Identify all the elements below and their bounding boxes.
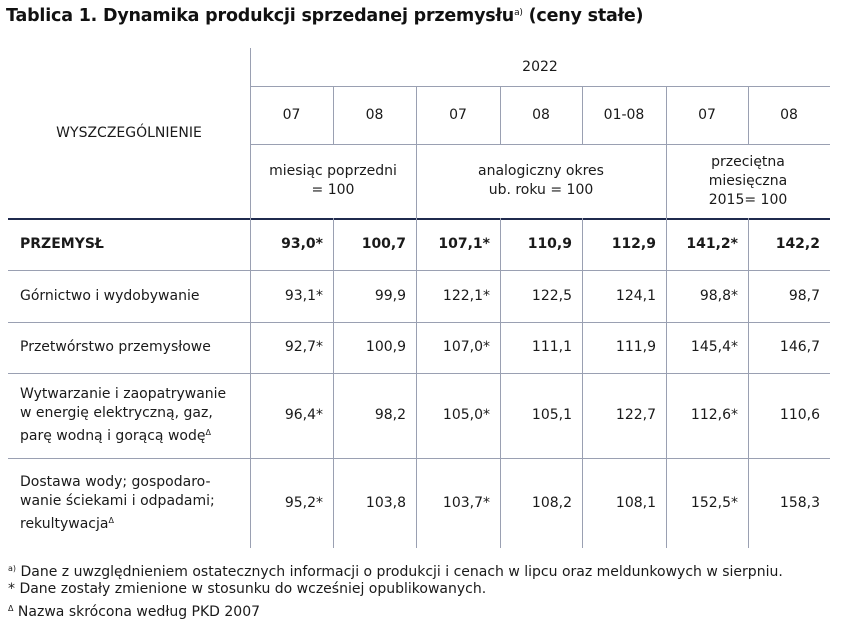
table-cell-text: 111,1 <box>531 339 572 355</box>
month-header <box>416 86 500 144</box>
table-cell <box>500 218 582 270</box>
footnote-text: Dane z uwzględnieniem ostatecznych informacji o produkcji i cenach w lipcu oraz meldunkowych w sierpniu. <box>16 564 783 580</box>
month-header-text: 08 <box>532 106 550 123</box>
row-label <box>8 458 250 548</box>
table-cell-text: 107,1* <box>438 235 490 252</box>
footnote <box>8 600 260 621</box>
col-rule <box>748 218 749 548</box>
table-cell <box>666 270 748 322</box>
table-cell <box>748 373 830 458</box>
table-cell-text: 110,9 <box>527 235 572 252</box>
table-cell <box>582 373 666 458</box>
table-cell-text: 122,5 <box>531 287 572 304</box>
table-cell <box>416 218 500 270</box>
group-header <box>666 144 830 218</box>
table-cell-text: 122,7 <box>615 407 656 423</box>
table-cell <box>582 322 666 373</box>
table-cell <box>748 270 830 322</box>
table-cell <box>500 458 582 548</box>
group-header-text: miesiąc poprzedni = 100 <box>269 163 397 198</box>
table-cell-text: 105,1 <box>531 407 572 423</box>
table-cell <box>666 322 748 373</box>
month-header <box>500 86 582 144</box>
table-cell <box>500 373 582 458</box>
table-cell-text: 98,2 <box>374 407 406 423</box>
row-label-text: Przetwórstwo przemysłowe <box>20 339 211 355</box>
title-text: Tablica 1. Dynamika produkcji sprzedanej przemysłu <box>6 6 515 26</box>
col-rule <box>666 86 667 548</box>
group-header <box>250 144 416 218</box>
table-cell-text: 124,1 <box>615 287 656 304</box>
footnote-text: Dane zostały zmienione w stosunku do wcześniej opublikowanych. <box>15 581 487 597</box>
col-rule <box>500 86 501 144</box>
table-cell <box>416 270 500 322</box>
table-cell-text: 93,0* <box>281 235 323 252</box>
table-cell <box>250 322 333 373</box>
footnote-mark: Δ <box>108 515 114 525</box>
col-rule <box>582 218 583 548</box>
table-cell-text: 142,2 <box>775 235 820 252</box>
table-cell <box>416 322 500 373</box>
table-cell-text: 93,1* <box>284 287 323 304</box>
month-header-text: 01-08 <box>603 106 645 123</box>
row-rule <box>8 458 830 459</box>
table-cell-text: 100,7 <box>361 235 406 252</box>
table-cell <box>666 373 748 458</box>
table-cell <box>250 458 333 548</box>
footnote-mark: Δ <box>205 428 211 437</box>
table-cell-text: 108,1 <box>615 494 656 511</box>
col-rule <box>333 218 334 548</box>
col-rule <box>500 218 501 548</box>
month-header <box>748 86 830 144</box>
table-cell <box>582 218 666 270</box>
table-cell-text: 103,8 <box>365 494 406 511</box>
row-rule <box>8 373 830 374</box>
table-cell-text: 98,8* <box>699 287 738 304</box>
table-cell-text: 105,0* <box>442 407 490 423</box>
group-header <box>416 144 666 218</box>
table-cell <box>333 322 416 373</box>
row-label-text: PRZEMYSŁ <box>20 235 104 252</box>
month-header <box>582 86 666 144</box>
table-cell-text: 99,9 <box>374 287 406 304</box>
table-cell-text: 146,7 <box>779 339 820 355</box>
col-rule <box>416 86 417 548</box>
footnote-text: Nazwa skrócona według PKD 2007 <box>13 604 261 620</box>
month-header-text: 08 <box>780 106 798 123</box>
table-cell-text: 100,9 <box>365 339 406 355</box>
table-cell-text: 141,2* <box>686 235 738 252</box>
table-cell <box>748 322 830 373</box>
month-header-text: 07 <box>282 106 301 123</box>
year-header-text: 2022 <box>522 58 558 75</box>
col-rule <box>333 86 334 144</box>
table-cell-text: 158,3 <box>779 494 820 511</box>
table-cell <box>582 270 666 322</box>
table-cell-text: 96,4* <box>284 407 323 423</box>
table-cell-text: 98,7 <box>788 287 820 304</box>
table-title <box>6 6 643 26</box>
table-cell <box>748 458 830 548</box>
header-rule <box>8 218 830 220</box>
month-header-text: 07 <box>449 106 467 123</box>
group-header-text: analogiczny okres ub. roku = 100 <box>478 163 604 198</box>
table-cell-text: 108,2 <box>531 494 572 511</box>
footnote <box>8 580 486 598</box>
table-cell <box>250 373 333 458</box>
year-header <box>250 48 830 86</box>
table-cell-text: 111,9 <box>615 339 656 355</box>
col-rule <box>250 48 251 548</box>
table-cell-text: 110,6 <box>779 407 820 423</box>
rule <box>250 86 830 87</box>
month-header-text: 07 <box>698 106 716 123</box>
month-header-text: 08 <box>365 106 384 123</box>
table-cell-text: 122,1* <box>442 287 490 304</box>
table-cell <box>416 373 500 458</box>
month-header <box>333 86 416 144</box>
table-cell-text: 112,6* <box>690 407 738 423</box>
footnote-mark: a) <box>8 564 17 573</box>
table-cell <box>666 218 748 270</box>
group-header-text: przeciętna miesięczna 2015= 100 <box>708 153 788 208</box>
table-cell-text: 145,4* <box>690 339 738 355</box>
table-cell <box>582 458 666 548</box>
col-rule <box>748 86 749 144</box>
table-cell <box>666 458 748 548</box>
row-label <box>8 322 250 373</box>
row-rule <box>8 270 830 271</box>
table-cell <box>250 218 333 270</box>
title-suffix: (ceny stałe) <box>528 6 644 26</box>
table-cell <box>333 458 416 548</box>
table-cell-text: 103,7* <box>442 494 490 511</box>
table-cell-text: 112,9 <box>611 235 656 252</box>
rule <box>250 144 830 145</box>
row-label <box>8 373 250 458</box>
table-cell <box>748 218 830 270</box>
row-label <box>8 270 250 322</box>
footnote <box>8 560 783 581</box>
table-cell <box>416 458 500 548</box>
row-label <box>8 218 250 270</box>
table-cell <box>250 270 333 322</box>
month-header <box>250 86 333 144</box>
table-cell <box>333 218 416 270</box>
row-label-text: Dostawa wody; gospodaro- wanie ściekami i odpadami; rekultywacja$^\Delta$ <box>20 473 215 532</box>
row-header-label <box>8 48 250 218</box>
month-header <box>666 86 748 144</box>
footnote-mark: * <box>8 581 15 597</box>
row-rule <box>8 322 830 323</box>
title-footnote-mark: a) <box>514 8 523 18</box>
col-rule <box>582 86 583 144</box>
footnote-mark: Δ <box>8 604 14 613</box>
table-cell <box>500 270 582 322</box>
row-header-label-text: WYSZCZEGÓLNIENIE <box>56 124 202 141</box>
table-cell-text: 107,0* <box>442 339 490 355</box>
table-cell <box>333 373 416 458</box>
table-cell-text: 92,7* <box>284 339 323 355</box>
row-label-text: Górnictwo i wydobywanie <box>20 287 200 304</box>
table-cell-text: 152,5* <box>690 494 738 511</box>
row-label-text: Wytwarzanie i zaopatrywanie w energię elektryczną, gaz, parę wodną i gorącą wodę$^\Delta$ <box>20 386 227 444</box>
table-cell-text: 95,2* <box>284 494 323 511</box>
table-cell <box>333 270 416 322</box>
table-cell <box>500 322 582 373</box>
